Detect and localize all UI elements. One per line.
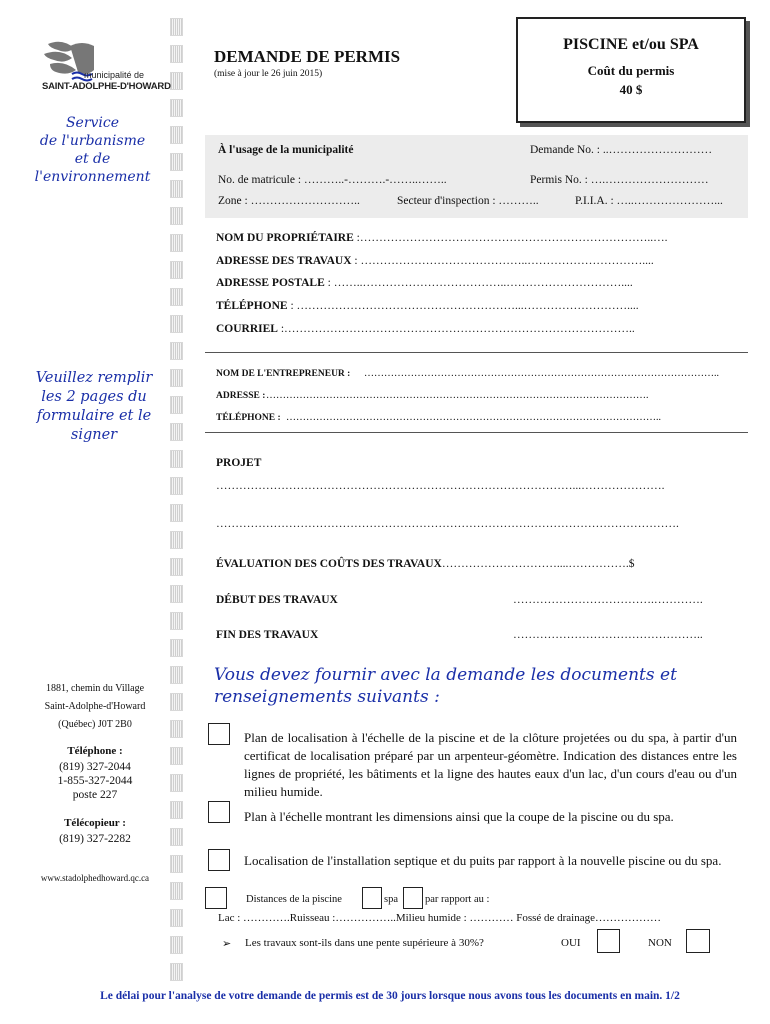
owner-email-label: COURRIEL [216,323,278,335]
binding-ring [170,720,183,738]
requirement-item-1: Plan de localisation à l'échelle de la piscine et de la clôture projetées ou du spa, à partir d'un certificat de localisation préparé par un arpenteur-géomètre. Indication des distances entre les lignes de propriété, les bâtiments et la ligne des hautes eaux d'un lac, d'un cours d'eau ou d'un milieu humide. [244,730,737,799]
spiral-binding [170,18,184,988]
owner-phone-dots: : …………………………………………………...……………………….... [287,300,639,312]
binding-ring [170,99,183,117]
end-date-label: FIN DES TRAVAUX [216,629,319,641]
service-line: de l'urbanisme [39,133,146,149]
form-update-date: (mise à jour le 26 juin 2015) [214,69,323,79]
septic-localisation-checkbox[interactable] [208,849,230,871]
end-date-field[interactable]: ………………………………………….. [513,629,703,641]
piscine-distance-checkbox[interactable] [362,887,382,909]
binding-ring [170,666,183,684]
binding-ring [170,315,183,333]
municipality-logo [42,40,171,96]
owner-name-dots: :…………………………………………………………………..…. [353,232,668,244]
binding-ring [170,882,183,900]
required-documents-title: Vous devez fournir avec la demande les documents et renseignements suivants : [214,665,677,707]
start-date-field[interactable]: ……………………………….…………. [513,594,703,606]
distances-suffix: par rapport au : [425,894,490,905]
address-line: (Québec) J0T 2B0 [58,719,132,730]
project-label: PROJET [216,457,262,469]
processing-delay-note: Le délai pour l'analyse de votre demande de permis est de 30 jours lorsque nous avons tous les documents en main. 1/2 [100,990,680,1002]
binding-ring [170,477,183,495]
binding-ring [170,450,183,468]
requirement-item-3: Localisation de l'installation septique et du puits par rapport à la nouvelle piscine ou du spa. [244,853,722,868]
fax-number: (819) 327-2282 [59,833,131,845]
permit-type: PISCINE et/ou SPA [563,36,699,53]
service-line: Service [65,115,120,131]
binding-ring [170,693,183,711]
requirement-item-2: Plan à l'échelle montrant les dimensions ainsi que la coupe de la piscine ou du spa. [244,809,674,824]
permit-cost-box [516,17,746,123]
cost-field[interactable] [216,558,634,570]
municipal-use-heading: À l'usage de la municipalité [218,144,354,156]
demande-number-field[interactable]: Demande No. : ..……………………… [530,144,713,156]
permit-cost-value: 40 $ [619,82,643,97]
phone-number: 1-855-327-2044 [57,775,133,787]
phone-label: Téléphone : [67,745,123,757]
binding-ring [170,828,183,846]
binding-ring [170,855,183,873]
municipal-use-section [205,135,748,218]
permis-number-field[interactable]: Permis No. : ….……………………… [530,174,709,186]
slope-no-checkbox[interactable] [686,929,710,953]
address-line: Saint-Adolphe-d'Howard [44,701,146,712]
municipality-address [20,680,170,846]
binding-ring [170,585,183,603]
address-line: 1881, chemin du Village [45,683,145,694]
piia-field[interactable]: P.I.I.A. : …..…………………... [575,195,723,207]
postal-address-field[interactable] [216,277,633,289]
zone-field[interactable]: Zone : ……………………….. [218,195,360,207]
bullet-icon: ➢ [222,938,232,950]
binding-ring [170,612,183,630]
binding-ring [170,288,183,306]
instruction-line: signer [70,427,118,443]
owner-phone-label: TÉLÉPHONE [216,300,288,312]
fill-instruction [30,369,158,445]
matricule-field[interactable]: No. de matricule : ………..-……….-……..…….. [218,174,447,186]
binding-ring [170,423,183,441]
binding-ring [170,531,183,549]
binding-ring [170,234,183,252]
service-title [20,114,165,186]
owner-name-label: NOM DU PROPRIÉTAIRE [216,232,354,244]
binding-ring [170,261,183,279]
binding-ring [170,180,183,198]
start-date-label: DÉBUT DES TRAVAUX [216,594,338,606]
distances-values-line[interactable]: Lac : ………….Ruisseau :……………..Milieu humide : ………… Fossé de drainage……………… [218,912,662,924]
binding-ring [170,774,183,792]
owner-phone-field[interactable] [216,300,639,312]
cost-dots: …………………………....…………….$ [441,558,635,570]
contractor-address-field[interactable]: ……………………………………………………………………………………………………. [266,390,649,401]
inspection-sector-field[interactable]: Secteur d'inspection : ……….. [397,195,539,207]
binding-ring [170,909,183,927]
instruction-line: formulaire et le [36,408,152,424]
binding-ring [170,153,183,171]
fax-label: Télécopieur : [64,817,126,829]
instruction-line: les 2 pages du [41,389,147,405]
plan-localisation-checkbox[interactable] [208,723,230,745]
website-link[interactable]: www.stadolphedhoward.qc.ca [40,873,150,883]
binding-ring [170,504,183,522]
yes-label: OUI [561,937,581,949]
slope-yes-checkbox[interactable] [597,929,620,953]
contractor-phone-field[interactable]: ………………………………………………………………………………………………….. [286,412,661,423]
postal-address-dots: : ……..………………………………..………………………….... [324,277,633,289]
logo-line1: municipalité de [84,70,145,80]
binding-ring [170,45,183,63]
phone-number: (819) 327-2044 [59,761,131,773]
project-line-2[interactable]: …………………………………………………………………………………………………………. [216,518,679,530]
binding-ring [170,801,183,819]
spa-distance-checkbox[interactable] [403,887,423,909]
contractor-phone-label: TÉLÉPHONE : [216,413,281,423]
binding-ring [170,369,183,387]
permit-cost-label: Coût du permis [587,63,675,78]
binding-ring [170,558,183,576]
binding-ring [170,72,183,90]
postal-address-label: ADRESSE POSTALE [216,277,325,289]
contractor-name-label: NOM DE L'ENTREPRENEUR : [216,369,351,379]
section-divider [205,352,748,353]
cost-label: ÉVALUATION DES COÛTS DES TRAVAUX [216,558,442,570]
slope-question: Les travaux sont-ils dans une pente supérieure à 30%? [245,937,484,949]
binding-ring [170,936,183,954]
contractor-name-field[interactable]: …………………………………………………………………………………………….. [364,368,719,379]
service-line: et de [74,151,111,167]
phone-extension: poste 227 [72,789,118,801]
binding-ring [170,747,183,765]
work-address-dots: : ……………………………………..………………………….... [351,255,654,267]
work-address-field[interactable] [216,255,654,267]
owner-email-dots: :……………………………………………………………………………….. [277,323,635,335]
binding-ring [170,342,183,360]
logo-line2: SAINT-ADOLPHE-D'HOWARD [42,81,171,92]
distances-label: Distances de la piscine [246,894,342,905]
binding-ring [170,207,183,225]
binding-ring [170,18,183,36]
spa-label: spa [384,894,398,905]
binding-ring [170,963,183,981]
owner-name-field[interactable] [216,232,668,244]
no-label: NON [648,937,672,949]
plan-echelle-checkbox[interactable] [208,801,230,823]
section-divider [205,432,748,433]
service-line: l'environnement [34,169,151,185]
form-title: DEMANDE DE PERMIS [214,47,401,66]
binding-ring [170,639,183,657]
work-address-label: ADRESSE DES TRAVAUX [216,255,352,267]
binding-ring [170,396,183,414]
owner-email-field[interactable] [216,323,635,335]
distances-checkbox[interactable] [205,887,227,909]
contractor-address-label: ADRESSE : [216,391,266,401]
instruction-line: Veuillez remplir [35,370,153,386]
project-line-1[interactable]: …………………………………………………………………………………...…………………. [216,480,665,492]
binding-ring [170,126,183,144]
